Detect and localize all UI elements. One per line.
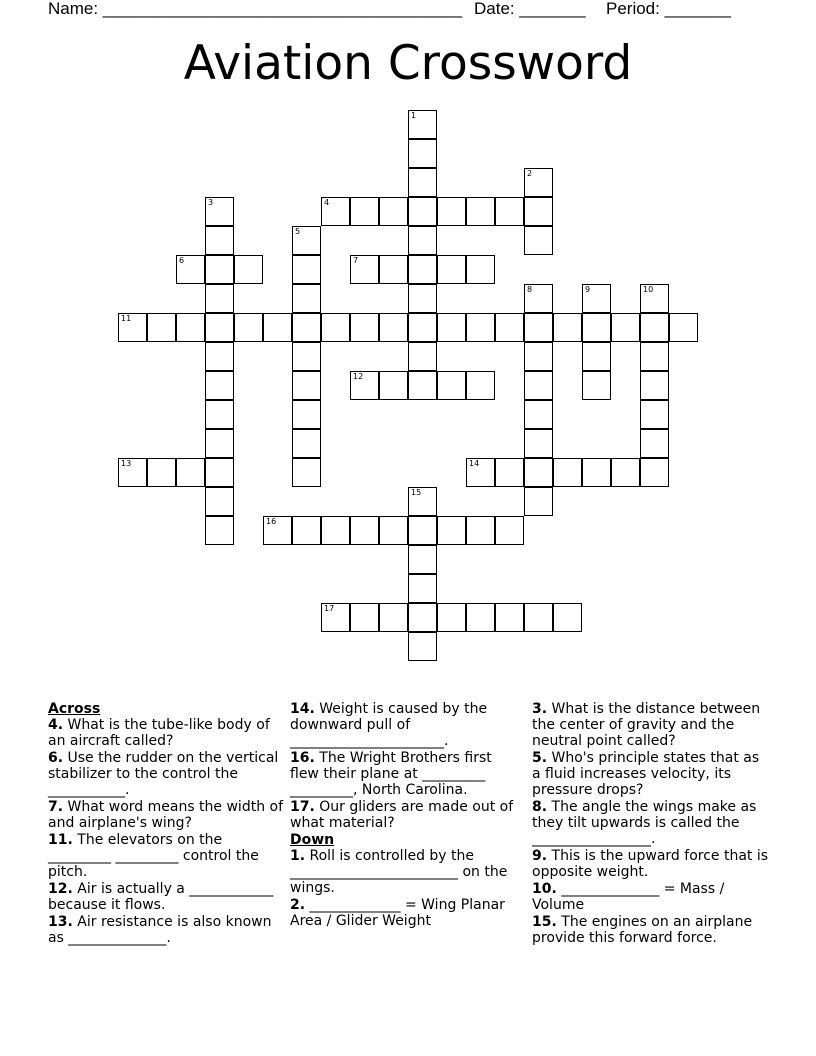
grid-cell[interactable]	[321, 197, 350, 226]
page-title: Aviation Crossword	[183, 36, 633, 91]
grid-cell[interactable]	[524, 487, 553, 516]
grid-cell[interactable]	[582, 371, 611, 400]
grid-cell[interactable]	[495, 516, 524, 545]
clue-item	[532, 881, 772, 913]
date-blank[interactable]: _______	[519, 0, 586, 18]
grid-cell[interactable]	[292, 226, 321, 255]
clue-number: 5	[295, 227, 301, 236]
clue-number: 10	[643, 285, 654, 294]
grid-cell[interactable]	[292, 255, 321, 284]
name-label: Name:	[48, 0, 103, 18]
clue-item	[48, 914, 284, 946]
grid-cell[interactable]	[176, 255, 205, 284]
clue-item-text: Our gliders are made out of what material?	[290, 799, 514, 831]
grid-cell[interactable]	[495, 458, 524, 487]
grid-cell[interactable]	[205, 226, 234, 255]
grid-cell[interactable]	[205, 429, 234, 458]
grid-cell[interactable]	[379, 255, 408, 284]
clue-number: 13	[121, 459, 132, 468]
clue-item-number: 5.	[532, 750, 548, 766]
grid-cell[interactable]	[147, 313, 176, 342]
grid-cell[interactable]	[437, 603, 466, 632]
grid-cell[interactable]	[437, 516, 466, 545]
grid-cell[interactable]	[205, 458, 234, 487]
clue-number: 14	[469, 459, 480, 468]
grid-cell[interactable]	[408, 168, 437, 197]
clue-item-text: The angle the wings make as they tilt upwards is called the _________________.	[532, 799, 757, 847]
grid-cell[interactable]	[292, 313, 321, 342]
grid-cell[interactable]	[408, 545, 437, 574]
clue-item	[48, 717, 284, 749]
grid-cell[interactable]	[611, 313, 640, 342]
grid-cell[interactable]	[205, 400, 234, 429]
grid-cell[interactable]	[379, 371, 408, 400]
grid-cell[interactable]	[437, 197, 466, 226]
clues-column-left	[48, 701, 284, 947]
grid-cell[interactable]	[582, 458, 611, 487]
grid-cell[interactable]	[466, 516, 495, 545]
grid-cell[interactable]	[524, 603, 553, 632]
grid-cell[interactable]	[582, 284, 611, 313]
grid-cell[interactable]	[408, 632, 437, 661]
grid-cell[interactable]	[640, 429, 669, 458]
clue-number: 16	[266, 517, 277, 526]
grid-cell[interactable]	[408, 110, 437, 139]
grid-cell[interactable]	[292, 429, 321, 458]
grid-cell[interactable]	[118, 313, 147, 342]
grid-cell[interactable]	[582, 313, 611, 342]
grid-cell[interactable]	[640, 284, 669, 313]
clue-number: 17	[324, 604, 335, 613]
clue-item	[290, 750, 518, 798]
grid-cell[interactable]	[292, 458, 321, 487]
name-blank[interactable]: ______________________________________	[102, 0, 463, 18]
grid-cell[interactable]	[524, 168, 553, 197]
clue-item-text: The Wright Brothers first flew their plane at _________ _________, North Carolina.	[290, 750, 492, 798]
grid-cell[interactable]	[234, 313, 263, 342]
clue-item-number: 12.	[48, 881, 73, 897]
clues-column-right	[532, 701, 772, 947]
grid-cell[interactable]	[205, 342, 234, 371]
clue-number: 4	[324, 198, 330, 207]
grid-cell[interactable]	[205, 197, 234, 226]
grid-cell[interactable]	[466, 313, 495, 342]
grid-cell[interactable]	[176, 458, 205, 487]
clue-item	[48, 881, 284, 913]
grid-cell[interactable]	[379, 197, 408, 226]
grid-cell[interactable]	[437, 371, 466, 400]
grid-cell[interactable]	[263, 313, 292, 342]
clue-number: 12	[353, 372, 364, 381]
clue-item-text: ______________ = Mass / Volume	[532, 881, 725, 913]
grid-cell[interactable]	[466, 603, 495, 632]
period-blank[interactable]: _______	[664, 0, 731, 18]
clue-item-text: Use the rudder on the vertical stabilizer to the control the ___________.	[48, 750, 279, 798]
grid-cell[interactable]	[379, 603, 408, 632]
grid-cell[interactable]	[524, 313, 553, 342]
clue-item-text: What word means the width of and airplane's wing?	[48, 799, 284, 831]
grid-cell[interactable]	[408, 603, 437, 632]
grid-cell[interactable]	[408, 371, 437, 400]
grid-cell[interactable]	[408, 197, 437, 226]
clue-item	[48, 799, 284, 831]
grid-cell[interactable]	[292, 400, 321, 429]
clue-item	[532, 848, 772, 880]
clue-item-number: 16.	[290, 750, 315, 766]
clue-item-number: 17.	[290, 799, 315, 815]
grid-cell[interactable]	[553, 313, 582, 342]
grid-cell[interactable]	[466, 458, 495, 487]
grid-cell[interactable]	[350, 603, 379, 632]
grid-cell[interactable]	[205, 284, 234, 313]
clue-item	[532, 701, 772, 749]
clue-item	[290, 848, 518, 896]
grid-cell[interactable]	[350, 371, 379, 400]
grid-cell[interactable]	[408, 487, 437, 516]
grid-cell[interactable]	[582, 342, 611, 371]
grid-cell[interactable]	[524, 458, 553, 487]
grid-cell[interactable]	[408, 226, 437, 255]
clue-item-number: 11.	[48, 832, 73, 848]
clue-item-text: Who's principle states that as a fluid increases velocity, its pressure drops?	[532, 750, 760, 798]
date-label: Date:	[474, 0, 520, 18]
clue-item-text: What is the distance between the center of gravity and the neutral point called?	[532, 701, 761, 749]
grid-cell[interactable]	[147, 458, 176, 487]
grid-cell[interactable]	[292, 284, 321, 313]
grid-cell[interactable]	[205, 255, 234, 284]
clue-item-number: 9.	[532, 848, 548, 864]
grid-cell[interactable]	[118, 458, 147, 487]
section-heading: Down	[290, 832, 335, 848]
clue-number: 11	[121, 314, 132, 323]
clues-column-middle	[290, 701, 518, 930]
grid-cell[interactable]	[437, 255, 466, 284]
grid-cell[interactable]	[640, 313, 669, 342]
grid-cell[interactable]	[408, 313, 437, 342]
grid-cell[interactable]	[263, 516, 292, 545]
grid-cell[interactable]	[553, 458, 582, 487]
clue-item-text: Roll is controlled by the ________________________ on the wings.	[290, 848, 508, 896]
clue-item-text: The elevators on the _________ _________ control the pitch.	[48, 832, 259, 880]
grid-cell[interactable]	[524, 284, 553, 313]
clue-item	[290, 897, 518, 929]
clue-item-number: 4.	[48, 717, 64, 733]
grid-cell[interactable]	[553, 603, 582, 632]
grid-cell[interactable]	[350, 313, 379, 342]
clue-item-text: Air is actually a ____________ because it flows.	[48, 881, 274, 913]
grid-cell[interactable]	[495, 197, 524, 226]
grid-cell[interactable]	[292, 342, 321, 371]
clue-item	[532, 750, 772, 798]
grid-cell[interactable]	[408, 342, 437, 371]
grid-cell[interactable]	[640, 371, 669, 400]
clue-number: 15	[411, 488, 422, 497]
grid-cell[interactable]	[176, 313, 205, 342]
grid-cell[interactable]	[408, 574, 437, 603]
grid-cell[interactable]	[292, 516, 321, 545]
grid-cell[interactable]	[408, 139, 437, 168]
clue-item-number: 2.	[290, 897, 306, 913]
clue-item-number: 8.	[532, 799, 548, 815]
clue-item-number: 10.	[532, 881, 557, 897]
clue-number: 6	[179, 256, 185, 265]
grid-cell[interactable]	[669, 313, 698, 342]
grid-cell[interactable]	[437, 313, 466, 342]
clue-item-text: Air resistance is also known as ______________.	[48, 914, 272, 946]
grid-cell[interactable]	[524, 400, 553, 429]
grid-cell[interactable]	[611, 458, 640, 487]
clue-item	[290, 701, 518, 749]
grid-cell[interactable]	[640, 458, 669, 487]
clue-item-text: Weight is caused by the downward pull of ______________________.	[290, 701, 488, 749]
clue-item	[48, 832, 284, 880]
clue-number: 8	[527, 285, 533, 294]
clue-item-text: _____________ = Wing Planar Area / Glider Weight	[290, 897, 505, 929]
grid-cell[interactable]	[234, 255, 263, 284]
clue-item-number: 15.	[532, 914, 557, 930]
clue-number: 7	[353, 256, 359, 265]
grid-cell[interactable]	[495, 313, 524, 342]
clue-item-text: What is the tube-like body of an aircraft called?	[48, 717, 270, 749]
clue-item-number: 13.	[48, 914, 73, 930]
clue-item-number: 6.	[48, 750, 64, 766]
grid-cell[interactable]	[524, 197, 553, 226]
grid-cell[interactable]	[495, 603, 524, 632]
clue-item-number: 1.	[290, 848, 306, 864]
period-label: Period:	[606, 0, 665, 18]
grid-cell[interactable]	[350, 516, 379, 545]
grid-cell[interactable]	[466, 255, 495, 284]
grid-cell[interactable]	[350, 197, 379, 226]
clue-item-text: This is the upward force that is opposite weight.	[532, 848, 769, 880]
grid-cell[interactable]	[205, 487, 234, 516]
grid-cell[interactable]	[205, 516, 234, 545]
grid-cell[interactable]	[466, 371, 495, 400]
clue-item	[48, 750, 284, 798]
grid-cell[interactable]	[466, 197, 495, 226]
clue-number: 2	[527, 169, 533, 178]
grid-cell[interactable]	[408, 255, 437, 284]
grid-cell[interactable]	[292, 371, 321, 400]
grid-cell[interactable]	[205, 313, 234, 342]
grid-cell[interactable]	[524, 226, 553, 255]
grid-cell[interactable]	[321, 313, 350, 342]
grid-cell[interactable]	[379, 313, 408, 342]
grid-cell[interactable]	[524, 342, 553, 371]
clue-item-number: 3.	[532, 701, 548, 717]
grid-cell[interactable]	[524, 429, 553, 458]
grid-cell[interactable]	[321, 603, 350, 632]
clue-item-text: The engines on an airplane provide this forward force.	[532, 914, 753, 946]
grid-cell[interactable]	[408, 284, 437, 313]
section-heading: Across	[48, 701, 101, 717]
clue-item	[290, 799, 518, 831]
clue-item	[532, 799, 772, 847]
clue-item-number: 14.	[290, 701, 315, 717]
clue-number: 9	[585, 285, 591, 294]
grid-cell[interactable]	[408, 516, 437, 545]
grid-cell[interactable]	[350, 255, 379, 284]
grid-cell[interactable]	[524, 371, 553, 400]
grid-cell[interactable]	[205, 371, 234, 400]
grid-cell[interactable]	[379, 516, 408, 545]
clue-number: 1	[411, 111, 417, 120]
clue-item-number: 7.	[48, 799, 64, 815]
clue-number: 3	[208, 198, 214, 207]
grid-cell[interactable]	[321, 516, 350, 545]
grid-cell[interactable]	[640, 400, 669, 429]
grid-cell[interactable]	[640, 342, 669, 371]
clue-item	[532, 914, 772, 946]
